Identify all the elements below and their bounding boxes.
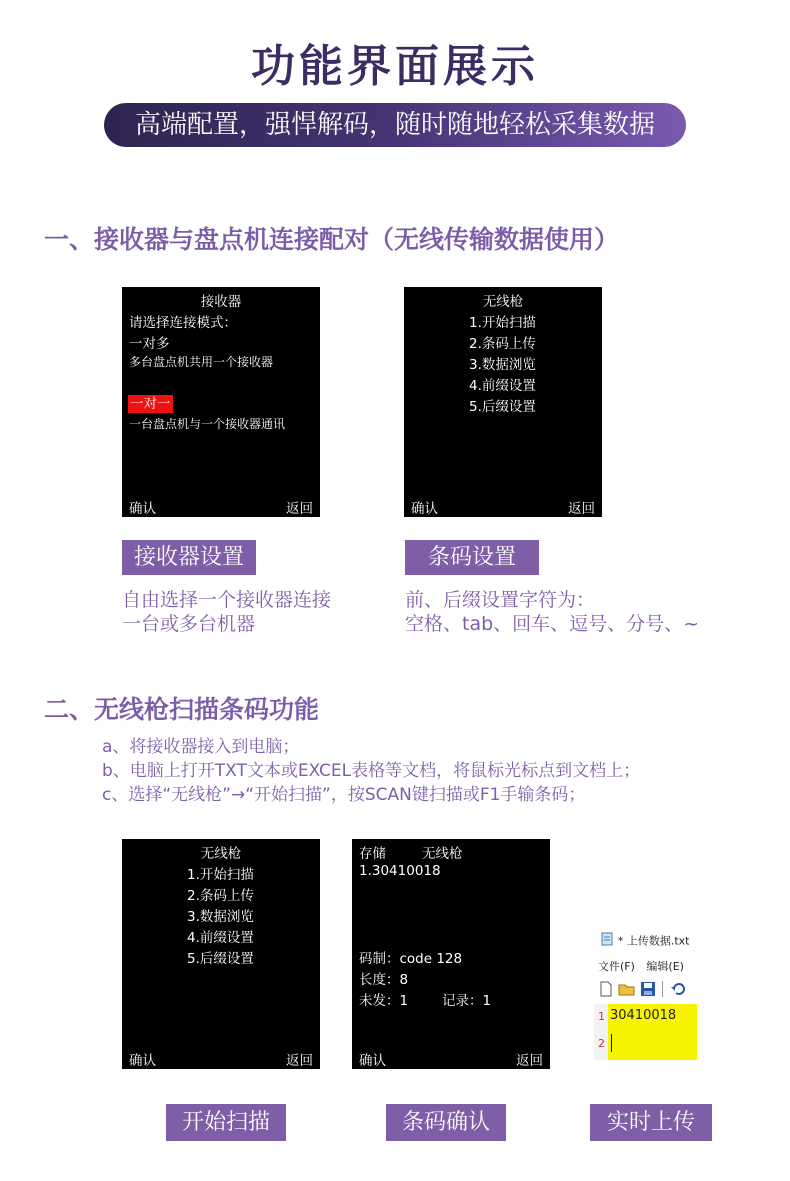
desc-line: 一台或多台机器 (122, 613, 256, 635)
realtime-upload-tag: 实时上传 (590, 1104, 712, 1141)
line1-text: 30410018 (610, 1008, 677, 1023)
menu-item-suffix[interactable]: 5.后缀设置 (187, 951, 254, 967)
record-count: 记录：1 (442, 993, 492, 1009)
length-info: 长度：8 (359, 972, 409, 988)
section2-heading: 二、无线枪扫描条码功能 (44, 695, 320, 724)
page-title: 功能界面展示 (251, 41, 539, 92)
menu-file[interactable]: 文件(F) (598, 960, 635, 973)
confirm-softkey[interactable]: 确认 (129, 501, 156, 517)
menu-item-browse[interactable]: 3.数据浏览 (187, 909, 254, 925)
text-cursor (611, 1034, 612, 1052)
notepad-window (594, 928, 704, 1060)
scan-screen (352, 839, 550, 1069)
notepad-icon (600, 932, 614, 949)
text-area[interactable] (608, 1004, 697, 1060)
screen-title: 接收器 (200, 294, 242, 310)
receiver-settings-desc (122, 588, 331, 636)
start-scan-tag: 开始扫描 (166, 1104, 286, 1141)
step-a: a、将接收器接入到电脑； (102, 737, 300, 757)
menu-edit[interactable]: 编辑(E) (646, 960, 684, 973)
option-one-to-many[interactable]: 一对多 (129, 336, 170, 352)
new-file-icon[interactable] (598, 981, 614, 1000)
confirm-softkey[interactable]: 确认 (359, 1053, 386, 1069)
barcode-settings-desc (405, 588, 699, 636)
step-c: c、选择“无线枪”→“开始扫描”，按SCAN键扫描或F1手输条码； (102, 785, 586, 805)
menu-item-browse[interactable]: 3.数据浏览 (469, 357, 536, 373)
menu-item-start-scan[interactable]: 1.开始扫描 (469, 315, 536, 331)
receiver-screen (122, 287, 320, 517)
subtitle-banner: 高端配置，强悍解码，随时随地轻松采集数据 (104, 103, 686, 147)
barcode-confirm-tag: 条码确认 (386, 1104, 506, 1141)
step-b: b、电脑上打开TXT文本或EXCEL表格等文档，将鼠标光标点到文档上； (102, 761, 641, 781)
confirm-softkey[interactable]: 确认 (411, 501, 438, 517)
menu-item-upload[interactable]: 2.条码上传 (187, 888, 254, 904)
option-one-to-one-selected[interactable]: 一对一 (130, 396, 171, 412)
option-one-to-one-desc: 一台盘点机与一个接收器通讯 (129, 417, 286, 431)
notepad-toolbar (598, 981, 686, 1000)
menu-item-suffix[interactable]: 5.后缀设置 (469, 399, 536, 415)
menu-item-prefix[interactable]: 4.前缀设置 (469, 378, 536, 394)
desc-line: 前、后缀设置字符为： (405, 589, 596, 611)
section1-heading: 一、接收器与盘点机连接配对（无线传输数据使用） (44, 225, 620, 254)
menu-item-upload[interactable]: 2.条码上传 (469, 336, 536, 352)
screen-title: 无线枪 (422, 846, 463, 862)
notepad-filename: * 上传数据.txt (617, 934, 690, 948)
save-icon[interactable] (640, 981, 656, 1000)
line-gutter (594, 1004, 608, 1060)
store-label: 存储 (359, 846, 386, 862)
screen-title: 无线枪 (200, 846, 242, 862)
symbology-info: 码制：code 128 (359, 951, 463, 967)
steps-list (102, 735, 640, 807)
barcode-settings-tag: 条码设置 (405, 540, 539, 575)
undo-icon[interactable] (670, 981, 686, 1000)
scanned-barcode: 1.30410018 (359, 863, 441, 879)
back-softkey[interactable]: 返回 (286, 1053, 313, 1069)
screen-title: 无线枪 (482, 294, 524, 310)
option-one-to-many-desc: 多台盘点机共用一个接收器 (129, 355, 274, 369)
menu-item-prefix[interactable]: 4.前缀设置 (187, 930, 254, 946)
desc-line: 空格、tab、回车、逗号、分号、~ (405, 613, 700, 635)
toolbar-divider (662, 981, 663, 997)
screen-prompt: 请选择连接模式： (129, 315, 237, 331)
back-softkey[interactable]: 返回 (516, 1053, 543, 1069)
line-number-1: 1 (598, 1010, 605, 1023)
receiver-settings-tag: 接收器设置 (122, 540, 256, 575)
menu-item-start-scan[interactable]: 1.开始扫描 (187, 867, 254, 883)
wireless-menu-screen-2 (122, 839, 320, 1069)
confirm-softkey[interactable]: 确认 (129, 1053, 156, 1069)
back-softkey[interactable]: 返回 (568, 501, 595, 517)
notepad-titlebar (600, 932, 689, 949)
line-number-2: 2 (598, 1037, 605, 1050)
back-softkey[interactable]: 返回 (286, 501, 313, 517)
unsent-count: 未发：1 (359, 993, 409, 1009)
wireless-menu-screen (404, 287, 602, 517)
desc-line: 自由选择一个接收器连接 (122, 589, 332, 611)
open-folder-icon[interactable] (618, 981, 636, 1000)
